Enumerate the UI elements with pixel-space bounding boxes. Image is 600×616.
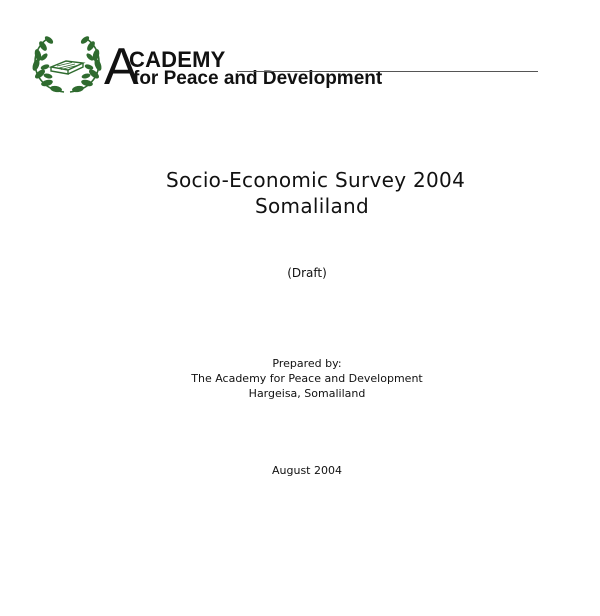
document-title-region: Somaliland (255, 194, 369, 218)
prepared-by-organization: The Academy for Peace and Development (191, 372, 423, 385)
laurel-wreath-book-icon (30, 34, 104, 96)
prepared-by-label: Prepared by: (272, 357, 342, 370)
prepared-by-location: Hargeisa, Somaliland (248, 387, 366, 400)
draft-status: (Draft) (287, 266, 327, 280)
document-title: Socio-Economic Survey 2004 (166, 168, 466, 192)
logo-initial: A (104, 38, 139, 96)
document-date: August 2004 (272, 464, 342, 477)
prepared-by-block (0, 356, 600, 401)
logo-wordmark: CADEMY (129, 47, 226, 72)
header-divider (237, 71, 538, 72)
logo-subtitle: for Peace and Development (133, 68, 383, 89)
